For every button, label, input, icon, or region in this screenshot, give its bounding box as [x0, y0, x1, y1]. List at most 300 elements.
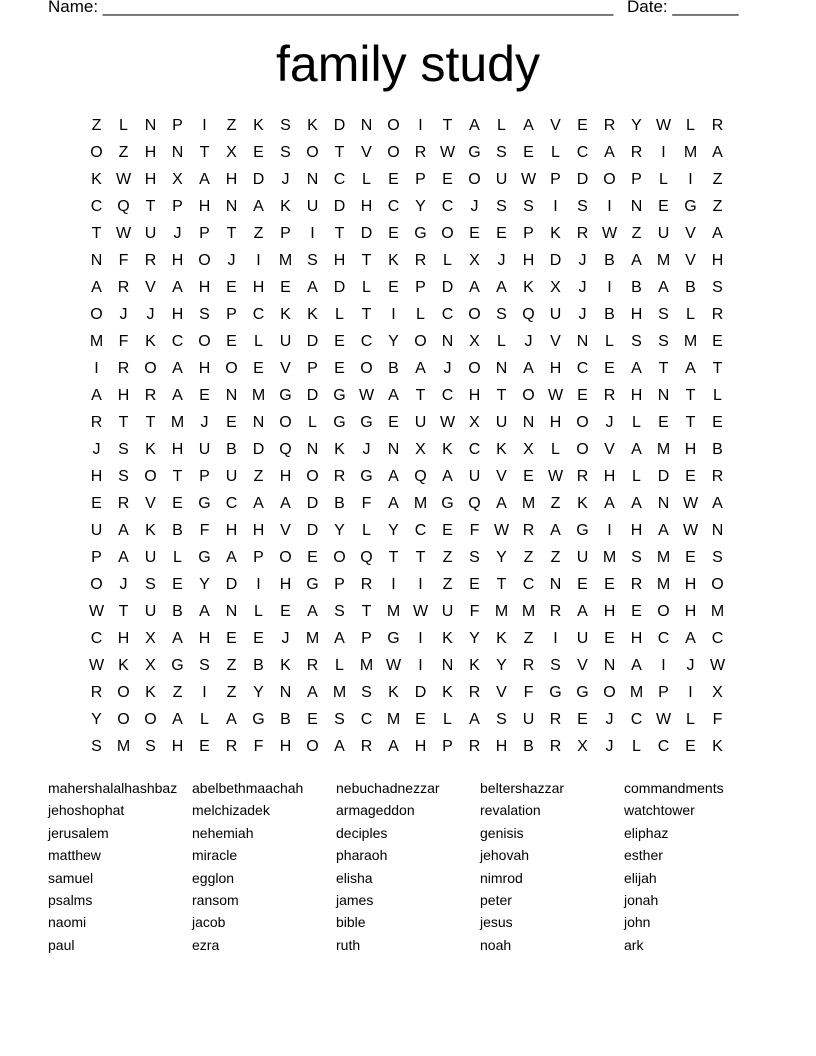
grid-letter: Z: [172, 683, 183, 701]
grid-letter: M: [386, 602, 401, 620]
grid-letter: O: [468, 359, 481, 377]
grid-letter: N: [576, 332, 589, 350]
grid-letter: B: [334, 494, 345, 512]
grid-letter: Z: [712, 170, 723, 188]
grid-letter: C: [225, 494, 238, 512]
grid-letter: E: [388, 170, 399, 188]
grid-letter: A: [658, 278, 669, 296]
grid-letter: M: [683, 143, 698, 161]
grid-letter: U: [225, 467, 238, 485]
grid-letter: C: [711, 629, 724, 647]
grid-letter: K: [145, 521, 156, 539]
grid-letter: J: [578, 251, 587, 269]
grid-letter: J: [362, 440, 371, 458]
grid-letter: S: [496, 305, 507, 323]
grid-letter: C: [441, 305, 454, 323]
grid-letter: O: [198, 332, 211, 350]
grid-letter: C: [630, 710, 643, 728]
grid-letter: Z: [550, 494, 561, 512]
grid-letter: S: [658, 332, 669, 350]
grid-letter: Y: [388, 521, 399, 539]
grid-letter: X: [550, 278, 561, 296]
grid-letter: N: [657, 494, 670, 512]
grid-letter: V: [550, 332, 561, 350]
grid-letter: U: [144, 224, 157, 242]
grid-letter: T: [496, 575, 507, 593]
grid-letter: C: [171, 332, 184, 350]
grid-letter: M: [683, 332, 698, 350]
grid-letter: L: [632, 467, 641, 485]
grid-letter: W: [682, 521, 699, 539]
grid-letter: U: [144, 602, 157, 620]
grid-letter: E: [577, 575, 588, 593]
grid-letter: W: [601, 224, 618, 242]
grid-letter: D: [441, 278, 454, 296]
grid-letter: U: [549, 305, 562, 323]
grid-letter: J: [92, 440, 101, 458]
grid-letter: S: [334, 710, 345, 728]
grid-letter: S: [523, 197, 534, 215]
grid-letter: H: [630, 629, 643, 647]
grid-letter: H: [468, 386, 481, 404]
grid-letter: S: [658, 305, 669, 323]
grid-letter: A: [685, 629, 696, 647]
grid-letter: H: [252, 521, 265, 539]
grid-letter: Z: [226, 116, 237, 134]
grid-letter: Y: [199, 575, 210, 593]
grid-letter: N: [225, 386, 238, 404]
grid-letter: O: [333, 548, 346, 566]
grid-letter: A: [469, 116, 480, 134]
grid-letter: K: [145, 683, 156, 701]
grid-letter: O: [468, 170, 481, 188]
grid-letter: T: [685, 386, 696, 404]
grid-letter: W: [439, 413, 456, 431]
grid-letter: G: [279, 386, 292, 404]
grid-letter: E: [685, 467, 696, 485]
grid-letter: E: [226, 413, 237, 431]
grid-letter: G: [333, 386, 346, 404]
grid-letter: I: [661, 656, 666, 674]
grid-letter: X: [415, 440, 426, 458]
grid-letter: L: [335, 305, 344, 323]
grid-letter: D: [414, 683, 427, 701]
grid-letter: R: [522, 521, 535, 539]
grid-letter: E: [577, 710, 588, 728]
grid-letter: C: [90, 629, 103, 647]
grid-letter: Y: [415, 197, 426, 215]
grid-letter: R: [414, 251, 427, 269]
word-list-item: elijah: [624, 869, 657, 886]
grid-letter: R: [711, 467, 724, 485]
grid-letter: N: [306, 170, 319, 188]
grid-letter: P: [658, 683, 669, 701]
grid-letter: X: [145, 629, 156, 647]
grid-letter: M: [332, 683, 347, 701]
grid-letter: H: [630, 386, 643, 404]
grid-letter: G: [468, 143, 481, 161]
grid-letter: A: [226, 710, 237, 728]
grid-letter: C: [360, 710, 373, 728]
grid-letter: T: [145, 413, 156, 431]
grid-letter: S: [577, 197, 588, 215]
grid-letter: R: [360, 737, 373, 755]
grid-letter: Z: [631, 224, 642, 242]
grid-letter: K: [334, 440, 345, 458]
grid-letter: A: [388, 467, 399, 485]
grid-letter: R: [360, 575, 373, 593]
grid-letter: Y: [496, 548, 507, 566]
grid-letter: Z: [523, 629, 534, 647]
grid-letter: E: [415, 710, 426, 728]
grid-letter: K: [91, 170, 102, 188]
grid-letter: E: [523, 143, 534, 161]
grid-letter: E: [199, 386, 210, 404]
grid-letter: I: [607, 521, 612, 539]
grid-letter: Q: [414, 467, 427, 485]
grid-letter: B: [172, 521, 183, 539]
grid-letter: O: [225, 359, 238, 377]
grid-letter: N: [522, 413, 535, 431]
grid-letter: T: [415, 386, 426, 404]
grid-letter: S: [712, 548, 723, 566]
grid-letter: H: [630, 305, 643, 323]
grid-letter: A: [577, 602, 588, 620]
grid-letter: Y: [388, 332, 399, 350]
grid-letter: A: [253, 197, 264, 215]
grid-letter: O: [711, 575, 724, 593]
grid-letter: E: [334, 359, 345, 377]
grid-letter: P: [361, 629, 372, 647]
grid-letter: F: [118, 251, 129, 269]
grid-letter: F: [199, 521, 210, 539]
grid-letter: C: [252, 305, 265, 323]
grid-letter: E: [604, 575, 615, 593]
grid-letter: M: [494, 602, 509, 620]
grid-letter: O: [90, 143, 103, 161]
grid-letter: B: [226, 440, 237, 458]
grid-letter: L: [497, 332, 506, 350]
grid-letter: N: [441, 656, 454, 674]
grid-letter: O: [657, 602, 670, 620]
grid-letter: S: [307, 251, 318, 269]
grid-letter: Z: [226, 683, 237, 701]
grid-letter: S: [118, 440, 129, 458]
word-list-item: watchtower: [624, 802, 695, 819]
grid-letter: J: [281, 170, 290, 188]
grid-letter: W: [385, 656, 402, 674]
grid-letter: S: [145, 737, 156, 755]
grid-letter: M: [656, 575, 671, 593]
grid-letter: B: [388, 359, 399, 377]
grid-letter: X: [577, 737, 588, 755]
word-list-item: eliphaz: [624, 824, 669, 841]
grid-letter: V: [550, 116, 561, 134]
grid-letter: A: [91, 386, 102, 404]
grid-letter: B: [523, 737, 534, 755]
grid-letter: R: [144, 386, 157, 404]
grid-letter: J: [605, 737, 614, 755]
word-list-item: beltershazzar: [480, 780, 565, 796]
grid-letter: G: [333, 413, 346, 431]
grid-letter: B: [604, 305, 615, 323]
grid-letter: N: [387, 440, 400, 458]
grid-letter: C: [90, 197, 103, 215]
grid-letter: P: [199, 467, 210, 485]
grid-letter: E: [658, 197, 669, 215]
grid-letter: C: [333, 170, 346, 188]
grid-letter: H: [603, 467, 616, 485]
grid-letter: A: [280, 494, 291, 512]
grid-letter: R: [711, 116, 724, 134]
grid-letter: A: [118, 548, 129, 566]
word-list-item: paul: [48, 936, 75, 953]
grid-letter: C: [441, 386, 454, 404]
grid-letter: P: [550, 170, 561, 188]
grid-letter: O: [306, 467, 319, 485]
grid-letter: H: [198, 197, 211, 215]
grid-letter: H: [198, 278, 211, 296]
grid-letter: A: [523, 359, 534, 377]
grid-letter: X: [469, 251, 480, 269]
grid-letter: D: [306, 494, 319, 512]
grid-letter: G: [549, 683, 562, 701]
grid-letter: D: [333, 197, 346, 215]
grid-letter: E: [631, 602, 642, 620]
grid-letter: N: [225, 197, 238, 215]
grid-letter: J: [470, 197, 479, 215]
grid-letter: B: [253, 656, 264, 674]
grid-letter: J: [605, 413, 614, 431]
grid-letter: R: [117, 494, 130, 512]
grid-letter: A: [631, 359, 642, 377]
grid-letter: U: [576, 548, 589, 566]
grid-letter: T: [226, 224, 237, 242]
grid-letter: Y: [334, 521, 345, 539]
grid-letter: D: [252, 440, 265, 458]
grid-letter: A: [496, 278, 507, 296]
grid-letter: H: [171, 251, 184, 269]
grid-letter: T: [388, 548, 399, 566]
grid-letter: C: [441, 197, 454, 215]
grid-letter: N: [711, 521, 724, 539]
grid-letter: J: [227, 251, 236, 269]
grid-letter: V: [361, 143, 372, 161]
grid-letter: T: [496, 386, 507, 404]
grid-letter: O: [522, 386, 535, 404]
grid-letter: H: [549, 413, 562, 431]
grid-letter: L: [254, 602, 263, 620]
grid-letter: L: [686, 710, 695, 728]
grid-letter: O: [279, 413, 292, 431]
grid-letter: H: [279, 575, 292, 593]
grid-letter: T: [118, 413, 129, 431]
grid-letter: H: [117, 386, 130, 404]
grid-letter: I: [553, 629, 558, 647]
grid-letter: X: [469, 332, 480, 350]
grid-letter: O: [144, 359, 157, 377]
grid-letter: K: [118, 656, 129, 674]
grid-letter: R: [414, 143, 427, 161]
grid-letter: P: [334, 575, 345, 593]
grid-letter: X: [145, 656, 156, 674]
grid-letter: B: [604, 251, 615, 269]
grid-letter: Z: [91, 116, 102, 134]
grid-letter: I: [202, 683, 207, 701]
grid-letter: E: [712, 413, 723, 431]
grid-letter: Z: [523, 548, 534, 566]
grid-letter: D: [306, 386, 319, 404]
grid-letter: M: [278, 251, 293, 269]
grid-letter: W: [655, 116, 672, 134]
grid-letter: Z: [442, 548, 453, 566]
grid-letter: S: [334, 602, 345, 620]
grid-letter: T: [334, 224, 345, 242]
grid-letter: G: [306, 575, 319, 593]
grid-letter: C: [657, 629, 670, 647]
grid-letter: I: [391, 305, 396, 323]
grid-letter: A: [658, 521, 669, 539]
word-list-item: jesus: [480, 914, 513, 931]
grid-letter: O: [603, 683, 616, 701]
grid-letter: M: [413, 494, 428, 512]
word-list-item: elisha: [336, 869, 373, 886]
grid-letter: E: [577, 116, 588, 134]
grid-letter: V: [145, 494, 156, 512]
grid-letter: U: [90, 521, 103, 539]
grid-letter: L: [308, 413, 317, 431]
grid-letter: P: [91, 548, 102, 566]
grid-letter: N: [657, 386, 670, 404]
grid-letter: L: [416, 305, 425, 323]
grid-letter: P: [172, 197, 183, 215]
word-list-item: matthew: [48, 847, 101, 864]
grid-letter: L: [632, 413, 641, 431]
grid-letter: S: [469, 548, 480, 566]
grid-letter: F: [469, 602, 480, 620]
word-list-item: bible: [336, 914, 366, 931]
grid-letter: S: [496, 143, 507, 161]
grid-letter: G: [576, 521, 589, 539]
grid-letter: A: [172, 710, 183, 728]
grid-letter: O: [117, 710, 130, 728]
grid-letter: L: [362, 521, 371, 539]
grid-letter: E: [280, 602, 291, 620]
grid-letter: W: [547, 467, 564, 485]
grid-letter: K: [280, 197, 291, 215]
grid-letter: H: [495, 737, 508, 755]
grid-letter: G: [684, 197, 697, 215]
grid-letter: T: [91, 224, 102, 242]
grid-letter: W: [412, 602, 429, 620]
grid-letter: C: [387, 197, 400, 215]
grid-letter: E: [172, 494, 183, 512]
grid-letter: T: [442, 116, 453, 134]
grid-letter: Y: [91, 710, 102, 728]
grid-letter: R: [522, 656, 535, 674]
grid-letter: A: [172, 278, 183, 296]
grid-letter: K: [145, 332, 156, 350]
grid-letter: J: [146, 305, 155, 323]
grid-letter: G: [387, 629, 400, 647]
grid-letter: N: [306, 440, 319, 458]
grid-letter: G: [414, 224, 427, 242]
grid-letter: A: [550, 521, 561, 539]
grid-letter: I: [418, 629, 423, 647]
grid-letter: L: [551, 143, 560, 161]
grid-letter: C: [468, 440, 481, 458]
grid-letter: V: [280, 359, 291, 377]
grid-letter: K: [442, 440, 453, 458]
grid-letter: E: [199, 737, 210, 755]
word-list-item: noah: [480, 936, 512, 953]
grid-letter: K: [550, 224, 561, 242]
grid-letter: A: [442, 467, 453, 485]
grid-letter: C: [522, 575, 535, 593]
grid-letter: B: [631, 278, 642, 296]
grid-letter: E: [523, 467, 534, 485]
grid-letter: C: [414, 521, 427, 539]
grid-letter: J: [173, 224, 182, 242]
grid-letter: R: [90, 683, 103, 701]
grid-letter: O: [279, 548, 292, 566]
grid-letter: H: [117, 629, 130, 647]
grid-letter: Q: [522, 305, 535, 323]
word-list-item: egglon: [192, 869, 235, 886]
grid-letter: L: [443, 710, 452, 728]
grid-letter: H: [711, 251, 724, 269]
grid-letter: O: [576, 440, 589, 458]
grid-letter: R: [711, 305, 724, 323]
grid-letter: V: [496, 683, 507, 701]
grid-letter: O: [414, 332, 427, 350]
grid-letter: K: [496, 440, 507, 458]
grid-letter: M: [602, 548, 617, 566]
word-list-item: jehovah: [480, 847, 530, 864]
grid-letter: O: [306, 737, 319, 755]
grid-letter: N: [279, 683, 292, 701]
grid-letter: M: [521, 602, 536, 620]
grid-letter: N: [225, 602, 238, 620]
grid-letter: J: [119, 305, 128, 323]
grid-letter: K: [523, 278, 534, 296]
grid-letter: L: [362, 278, 371, 296]
grid-letter: W: [709, 656, 726, 674]
grid-letter: A: [631, 494, 642, 512]
grid-letter: J: [605, 710, 614, 728]
grid-letter: O: [576, 413, 589, 431]
grid-letter: K: [307, 305, 318, 323]
grid-letter: A: [388, 737, 399, 755]
grid-letter: R: [90, 413, 103, 431]
grid-letter: U: [144, 548, 157, 566]
grid-letter: W: [493, 521, 510, 539]
grid-letter: N: [630, 197, 643, 215]
grid-letter: E: [226, 278, 237, 296]
grid-letter: M: [656, 251, 671, 269]
grid-letter: F: [469, 521, 480, 539]
grid-letter: I: [391, 575, 396, 593]
grid-letter: H: [198, 359, 211, 377]
grid-letter: E: [442, 170, 453, 188]
grid-letter: H: [144, 170, 157, 188]
grid-letter: N: [603, 656, 616, 674]
grid-letter: A: [631, 251, 642, 269]
grid-letter: Q: [360, 548, 373, 566]
grid-letter: A: [388, 386, 399, 404]
grid-letter: G: [441, 494, 454, 512]
grid-letter: L: [686, 116, 695, 134]
